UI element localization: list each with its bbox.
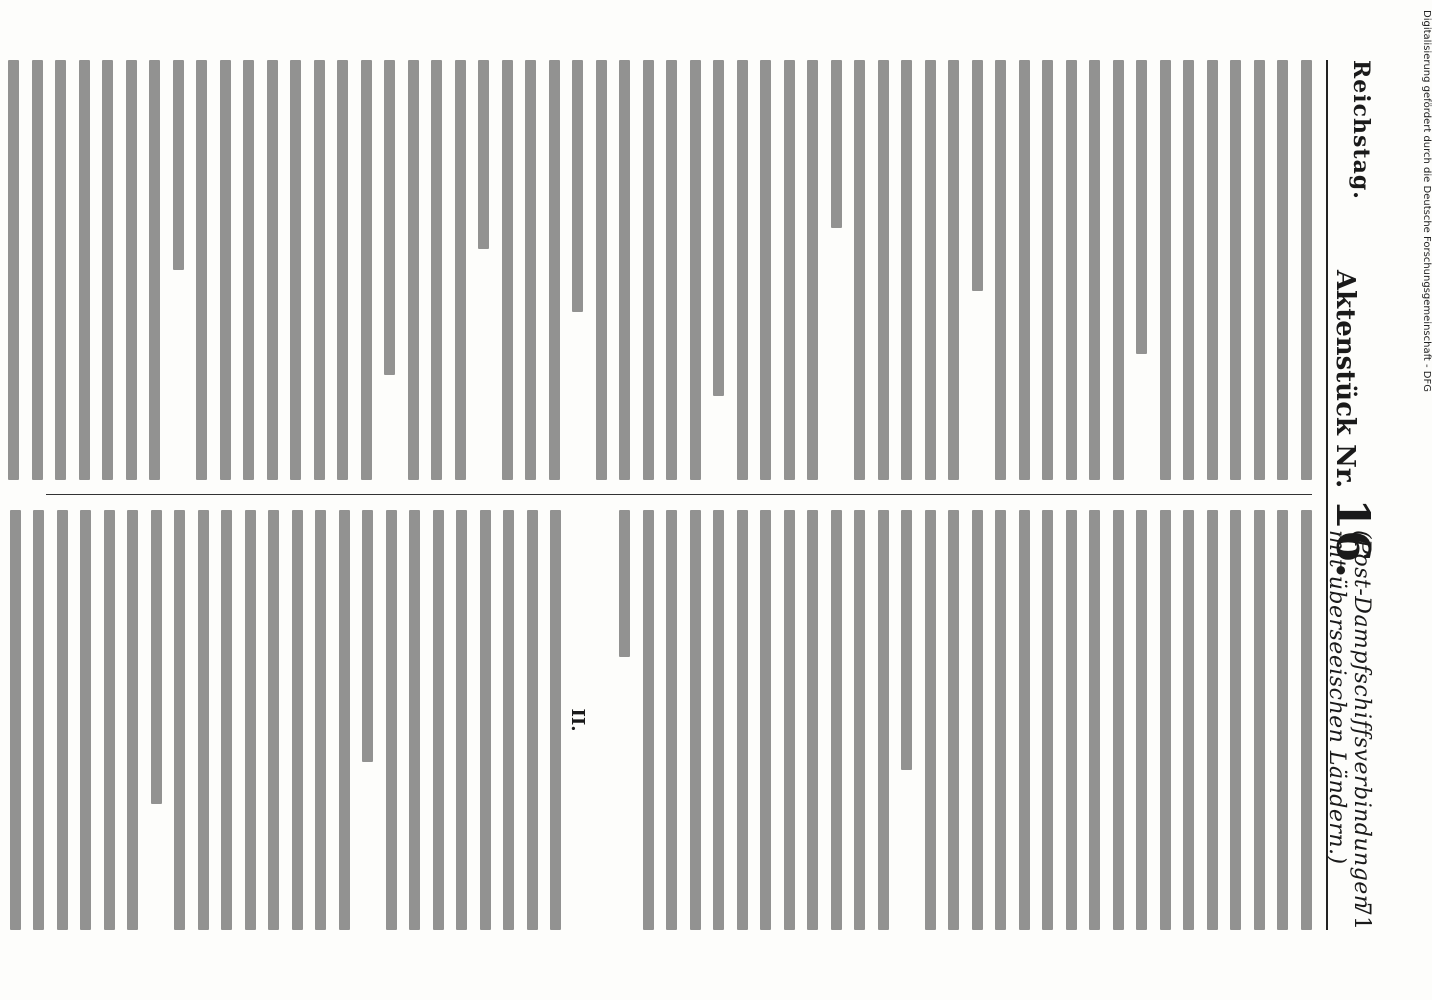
text-line: [433, 510, 444, 930]
text-line: [1137, 60, 1148, 354]
text-line: [504, 510, 515, 930]
header-reichstag: Reichstag.: [1348, 60, 1374, 200]
text-line: [1207, 510, 1218, 930]
text-line: [855, 510, 866, 930]
text-line: [831, 60, 842, 228]
text-line: [1184, 60, 1195, 480]
text-line: [549, 60, 560, 480]
text-line: [81, 510, 92, 930]
text-line: [56, 60, 67, 480]
text-line: [1207, 60, 1218, 480]
text-line: [222, 510, 233, 930]
header-aktenstueck-label: Aktenstück Nr.: [1330, 270, 1360, 489]
text-line: [151, 510, 162, 804]
text-line: [57, 510, 68, 930]
text-line: [292, 510, 303, 930]
text-line: [527, 510, 538, 930]
text-line: [667, 510, 678, 930]
text-line: [902, 60, 913, 480]
text-line: [1278, 510, 1289, 930]
text-line: [573, 60, 584, 312]
text-line: [1090, 510, 1101, 930]
text-line: [126, 60, 137, 480]
dfg-credit-text: Digitalisierung gefördert durch die Deutsche Forschungsgemeinschaft - DFG: [1421, 10, 1432, 393]
text-line: [808, 510, 819, 930]
text-line: [385, 60, 396, 375]
text-line: [996, 510, 1007, 930]
text-line: [1254, 510, 1265, 930]
text-line: [1160, 510, 1171, 930]
text-line: [10, 510, 21, 930]
text-line: [831, 510, 842, 930]
text-line: [1113, 60, 1124, 480]
text-line: [502, 60, 513, 480]
paragraph-gap: [596, 510, 607, 930]
text-line: [972, 510, 983, 930]
text-line: [690, 510, 701, 930]
text-line: [949, 60, 960, 480]
text-line: [737, 510, 748, 930]
text-line: [339, 510, 350, 930]
text-line: [175, 510, 186, 930]
text-line: [1231, 510, 1242, 930]
text-line: [479, 60, 490, 249]
text-line: [480, 510, 491, 930]
text-line: [1231, 60, 1242, 480]
text-line: [620, 60, 631, 480]
text-line: [32, 60, 43, 480]
text-line: [551, 510, 562, 930]
text-line: [338, 60, 349, 480]
text-line: [150, 60, 161, 480]
text-line: [410, 510, 421, 930]
text-line: [1301, 60, 1312, 480]
text-line: [784, 510, 795, 930]
text-line: [996, 60, 1007, 480]
text-line: [690, 60, 701, 480]
page-header: [1326, 60, 1388, 930]
text-line: [34, 510, 45, 930]
text-line: [761, 510, 772, 930]
text-line: [245, 510, 256, 930]
text-line: [9, 60, 20, 480]
text-line: [972, 60, 983, 291]
text-line: [925, 510, 936, 930]
text-line: [643, 510, 654, 930]
text-line: [620, 510, 631, 657]
header-title: (Post-Dampfschiffsverbindungen mit überseeischen Ländern.): [1324, 530, 1374, 910]
text-line: [878, 60, 889, 480]
rotated-page-content: [16, 20, 1416, 980]
text-column-left: [46, 60, 1312, 480]
text-line: [361, 60, 372, 480]
text-line: [1019, 60, 1030, 480]
text-line: [363, 510, 374, 762]
text-line: [267, 60, 278, 480]
text-line: [643, 60, 654, 480]
text-line: [949, 510, 960, 930]
text-line: [314, 60, 325, 480]
text-line: [1066, 60, 1077, 480]
text-line: [408, 60, 419, 480]
text-line: [1066, 510, 1077, 930]
text-line: [667, 60, 678, 480]
text-line: [291, 60, 302, 480]
text-line: [457, 510, 468, 930]
text-line: [1301, 510, 1312, 930]
text-line: [128, 510, 139, 930]
text-line: [173, 60, 184, 270]
header-aktenstueck-number: 16.: [1326, 498, 1380, 579]
text-line: [1137, 510, 1148, 930]
text-line: [784, 60, 795, 480]
text-line: [316, 510, 327, 930]
column-divider: [46, 494, 1312, 495]
text-line: [1019, 510, 1030, 930]
text-line: [855, 60, 866, 480]
text-line: [714, 510, 725, 930]
text-line: [455, 60, 466, 480]
text-line: [808, 60, 819, 480]
text-line: [1278, 60, 1289, 480]
text-line: [878, 510, 889, 930]
dfg-credit-strip: [1416, 10, 1432, 990]
text-line: [432, 60, 443, 480]
text-line: [596, 60, 607, 480]
text-line: [1184, 510, 1195, 930]
text-line: [79, 60, 90, 480]
text-line: [526, 60, 537, 480]
text-line: [220, 60, 231, 480]
text-line: [1090, 60, 1101, 480]
text-line: [197, 60, 208, 480]
text-line: [714, 60, 725, 396]
text-line: [244, 60, 255, 480]
text-column-right: [46, 510, 1312, 930]
section-marker: II.: [567, 708, 589, 732]
text-line: [386, 510, 397, 930]
page-number: 71: [1349, 902, 1374, 930]
text-line: [1160, 60, 1171, 480]
text-line: [1043, 510, 1054, 930]
text-line: [1254, 60, 1265, 480]
text-line: [269, 510, 280, 930]
text-line: [103, 60, 114, 480]
text-line: [925, 60, 936, 480]
text-line: [104, 510, 115, 930]
text-line: [761, 60, 772, 480]
text-line: [198, 510, 209, 930]
text-line: [902, 510, 913, 770]
text-line: [1113, 510, 1124, 930]
text-line: [1043, 60, 1054, 480]
text-line: [737, 60, 748, 480]
